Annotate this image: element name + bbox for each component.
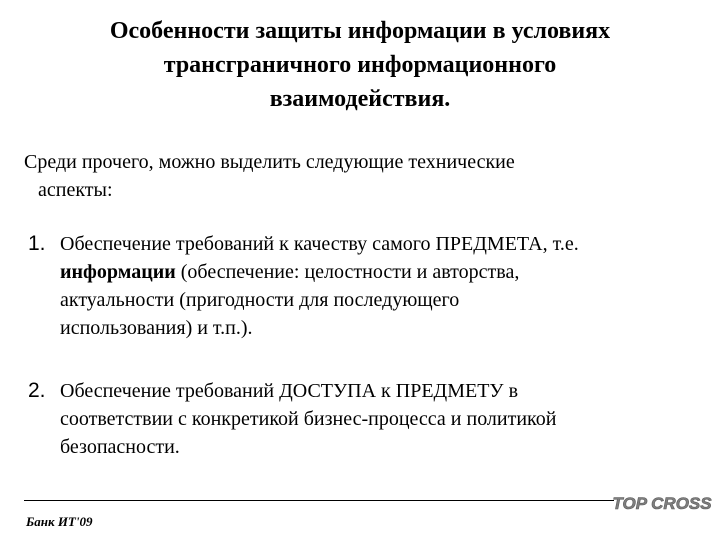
list-item-line: безопасности. (60, 436, 180, 458)
list-item-line (28, 258, 708, 286)
slide-title-line: трансграничного информационного (163, 52, 557, 78)
list-item-text: (обеспечение: целостности и авторства, (175, 261, 520, 283)
list-item-line: соответствии с конкретикой бизнес-процесса и политикой (60, 408, 557, 430)
list-number: 1. (28, 232, 46, 255)
list-item-1 (28, 230, 708, 342)
intro-paragraph (24, 148, 684, 204)
footer-divider (24, 500, 614, 501)
intro-line: Среди прочего, можно выделить следующие технические (24, 151, 515, 173)
list-item-line: Обеспечение требований ДОСТУПА к ПРЕДМЕТУ в (60, 380, 519, 402)
list-item-line: Обеспечение требований к качеству самого ПРЕДМЕТА, т.е. (60, 233, 579, 255)
list-item-line: использования) и т.п.). (60, 317, 253, 339)
list-item-2 (28, 377, 708, 461)
slide-title-line: взаимодействия. (269, 86, 451, 112)
list-item-line: актуальности (пригодности для последующего (60, 289, 460, 311)
slide-title-line: Особенности защиты информации в условиях (109, 18, 611, 44)
logo-text: TOP CROSS (612, 494, 712, 513)
list-number: 2. (28, 379, 46, 402)
slide-title (40, 14, 680, 116)
footer-label: Банк ИТ'09 (26, 514, 93, 529)
intro-line: аспекты: (38, 179, 113, 201)
bold-term: информации (60, 261, 176, 283)
top-cross-logo (612, 489, 712, 515)
